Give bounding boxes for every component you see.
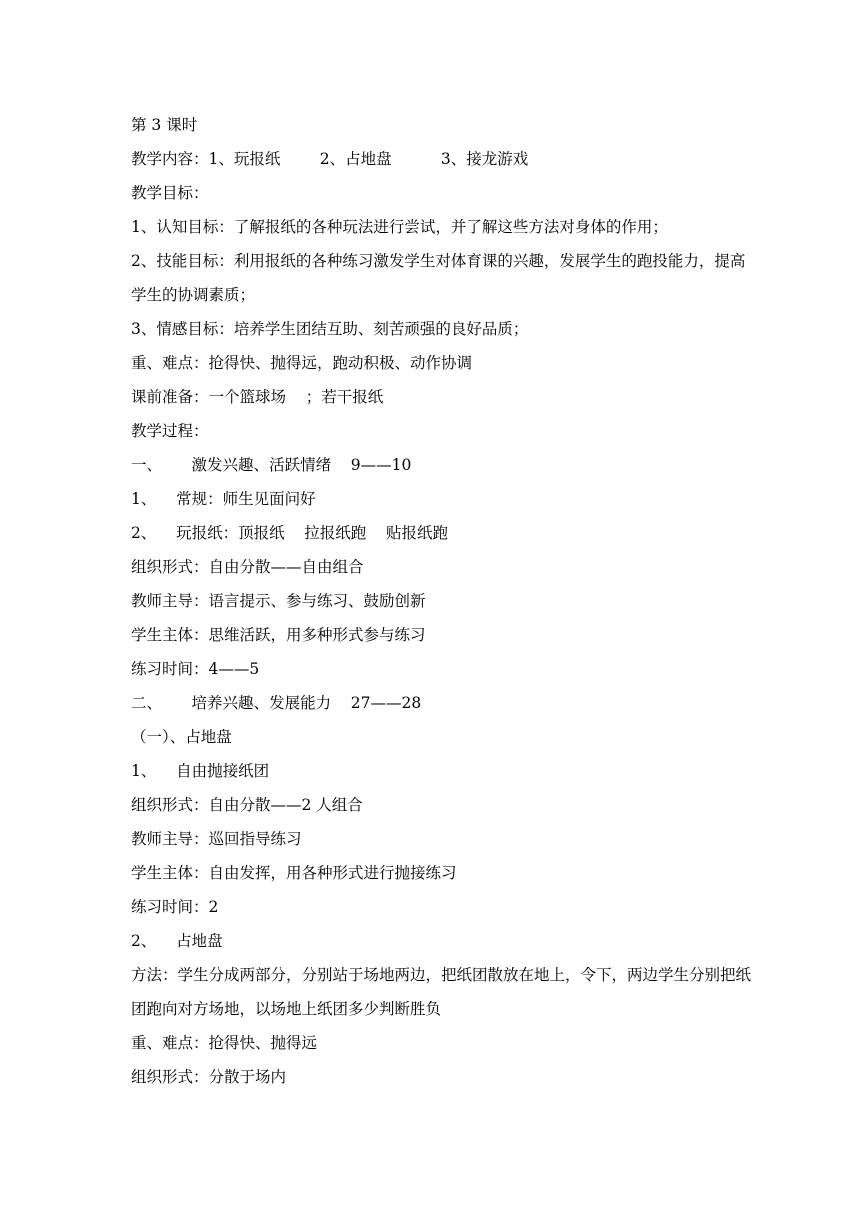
teacher-lead: 教师主导：巡回指导练习 (131, 830, 302, 848)
key-points: 重、难点：抢得快、抛得远，跑动积极、动作协调 (131, 354, 473, 372)
teaching-goals-heading: 教学目标： (131, 184, 209, 202)
section-two-heading: 二、 培养兴趣、发展能力 27——28 (131, 694, 422, 712)
list-item: 2、 占地盘 (131, 932, 223, 950)
student-subject: 学生主体：自由发挥，用各种形式进行抛接练习 (131, 864, 457, 882)
practice-time: 练习时间：2 (131, 898, 219, 916)
teaching-process-heading: 教学过程： (131, 422, 209, 440)
subsection-heading: （一）、占地盘 (131, 728, 232, 746)
lesson-title: 第 3 课时 (131, 116, 198, 134)
preparation: 课前准备：一个篮球场 ；若干报纸 (131, 388, 384, 406)
organization-form: 组织形式：自由分散——2 人组合 (131, 796, 363, 814)
list-item: 1、 常规：师生见面问好 (131, 490, 316, 508)
cognitive-goal: 1、认知目标：了解报纸的各种玩法进行尝试，并了解这些方法对身体的作用； (131, 218, 668, 236)
organization-form: 组织形式：自由分散——自由组合 (131, 558, 364, 576)
section-one-heading: 一、 激发兴趣、活跃情绪 9——10 (131, 456, 412, 474)
organization-form: 组织形式：分散于场内 (131, 1068, 287, 1086)
teacher-lead: 教师主导：语言提示、参与练习、鼓励创新 (131, 592, 426, 610)
method: 方法：学生分成两部分，分别站于场地两边，把纸团散放在地上，令下，两边学生分别把纸团跑向对方场地，以场地上纸团多少判断胜负 (131, 966, 752, 1018)
teaching-content: 教学内容：1、玩报纸 2、占地盘 3、接龙游戏 (131, 150, 529, 168)
document-body (131, 108, 751, 1094)
key-points: 重、难点：抢得快、抛得远 (131, 1034, 318, 1052)
practice-time: 练习时间：4——5 (131, 660, 260, 678)
student-subject: 学生主体：思维活跃，用多种形式参与练习 (131, 626, 426, 644)
list-item: 2、 玩报纸：顶报纸 拉报纸跑 贴报纸跑 (131, 524, 448, 542)
skill-goal: 2、技能目标：利用报纸的各种练习激发学生对体育课的兴趣，发展学生的跑投能力，提高学生的协调素质； (131, 252, 746, 304)
emotional-goal: 3、情感目标：培养学生团结互助、刻苦顽强的良好品质； (131, 320, 529, 338)
list-item: 1、 自由抛接纸团 (131, 762, 270, 780)
